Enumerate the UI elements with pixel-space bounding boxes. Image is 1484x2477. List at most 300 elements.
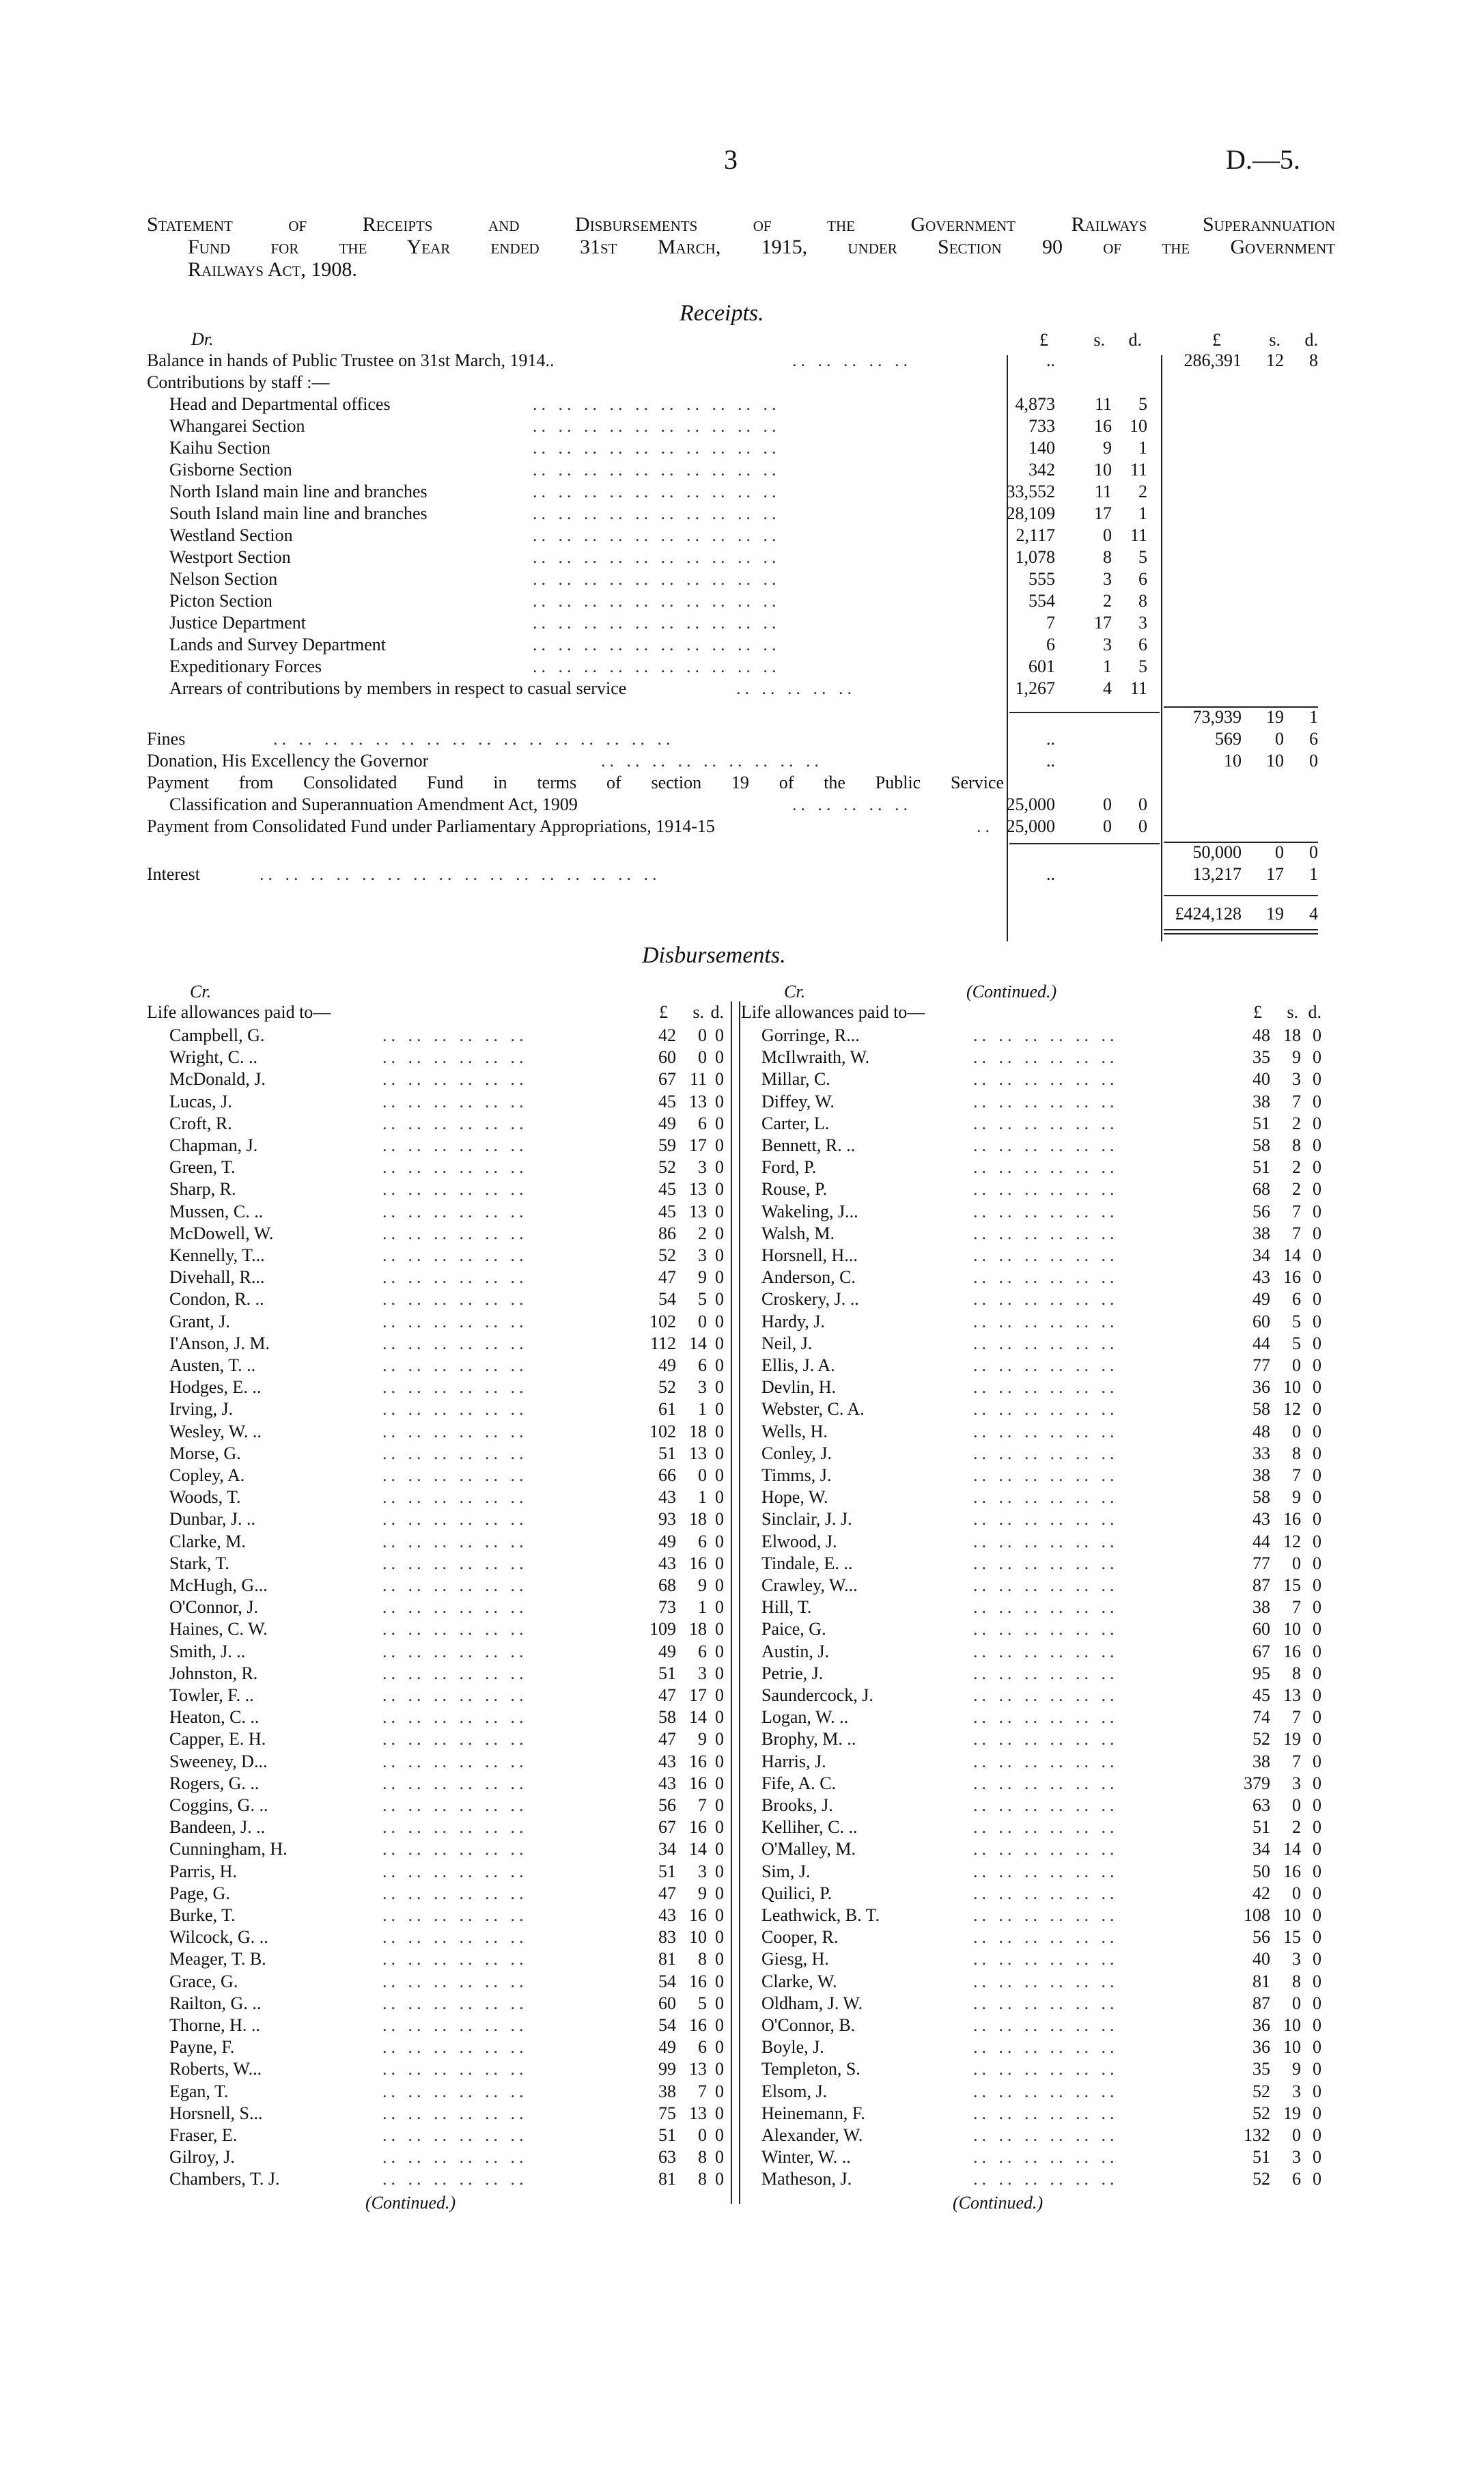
contribution-label: Kaihu Section (169, 438, 271, 458)
allowance-pence: 0 (715, 1202, 724, 1221)
allowance-pence: 0 (1313, 2147, 1321, 2167)
contribution-shillings: 8 (1103, 547, 1112, 567)
contribution-pounds: 555 (1028, 569, 1055, 589)
leader-dots: .. .. .. .. .. .. (973, 1509, 1119, 1529)
allowance-name: Ford, P. (761, 1157, 817, 1177)
allowance-shillings: 14 (1283, 1839, 1301, 1859)
allowance-pence: 0 (715, 2125, 724, 2145)
leader-dots: .. .. .. .. .. .. (973, 1135, 1119, 1155)
leader-dots: .. .. .. .. .. .. (382, 1752, 528, 1771)
allowance-name: Fife, A. C. (761, 1773, 837, 1793)
allowance-shillings: 9 (1292, 2059, 1301, 2079)
contribution-shillings: 11 (1094, 394, 1112, 414)
allowance-shillings: 8 (698, 2169, 707, 2189)
allowance-name: McDowell, W. (169, 1223, 274, 1243)
contribution-label: Arrears of contributions by members in respect to casual service (169, 678, 627, 698)
leader-dots: .. .. .. .. .. .. (973, 1047, 1119, 1067)
leader-dots: .. .. .. .. .. .. (382, 1422, 528, 1441)
allowance-pounds: 45 (658, 1179, 676, 1199)
allowance-pence: 0 (715, 1905, 724, 1925)
allowance-pounds: 67 (658, 1069, 676, 1089)
allowance-pence: 0 (1313, 1312, 1321, 1331)
mid-placeholder: .. (1046, 729, 1055, 749)
allowance-pounds: 43 (1252, 1267, 1270, 1287)
contribution-pounds: 6 (1046, 635, 1055, 654)
allowance-pence: 0 (1313, 1839, 1321, 1859)
allowance-shillings: 0 (698, 1047, 707, 1067)
payment-shillings: 0 (1103, 794, 1112, 814)
allowance-pounds: 51 (658, 1862, 676, 1881)
allowance-shillings: 10 (1283, 1905, 1301, 1925)
allowance-pounds: 38 (1252, 1092, 1270, 1111)
leader-dots: .. .. .. .. .. .. (973, 1202, 1119, 1221)
mid-placeholder: .. (1046, 864, 1055, 884)
allowance-name: Hill, T. (761, 1597, 812, 1617)
allowance-pence: 0 (1313, 1509, 1321, 1529)
allowance-pounds: 34 (1252, 1839, 1270, 1859)
contribution-label: Picton Section (169, 591, 272, 611)
allowance-pence: 0 (1313, 1157, 1321, 1177)
contribution-shillings: 11 (1094, 482, 1112, 501)
leader-dots: .. .. .. .. .. .. (382, 1839, 528, 1859)
allowance-name: Divehall, R... (169, 1267, 265, 1287)
donation-pence: 0 (1309, 751, 1318, 771)
leader-dots: .. .. .. .. .. .. (382, 1773, 528, 1793)
leader-dots: .. .. .. .. .. .. (973, 1773, 1119, 1793)
allowance-shillings: 6 (698, 1355, 707, 1375)
leader-dots: .. .. .. .. .. .. (382, 2125, 528, 2145)
allowance-pence: 0 (715, 2147, 724, 2167)
allowance-pence: 0 (1313, 1113, 1321, 1133)
leader-dots: .. .. .. .. .. .. (973, 1465, 1119, 1485)
allowance-shillings: 7 (698, 2081, 707, 2101)
allowance-pence: 0 (715, 1883, 724, 1903)
interest-pounds: 13,217 (1192, 864, 1242, 884)
leader-dots: .. .. .. .. .. .. .. .. .. .. (533, 394, 781, 414)
allowance-name: Crawley, W... (761, 1575, 858, 1595)
payments-total-pence: 0 (1309, 842, 1318, 862)
allowance-pounds: 52 (1252, 2103, 1270, 2123)
allowance-shillings: 0 (1292, 1795, 1301, 1815)
leader-dots: .. .. .. .. .. .. (382, 1817, 528, 1837)
allowance-shillings: 8 (1292, 1663, 1301, 1683)
allowance-pence: 0 (1313, 1729, 1321, 1749)
allowance-pounds: 36 (1252, 2015, 1270, 2035)
allowance-pence: 0 (715, 1092, 724, 1111)
allowance-pounds: 73 (658, 1597, 676, 1617)
allowance-name: Ellis, J. A. (761, 1355, 835, 1375)
allowance-pence: 0 (715, 1025, 724, 1045)
allowance-name: Wells, H. (761, 1422, 828, 1441)
allowance-pounds: 58 (658, 1707, 676, 1727)
allowance-pounds: 52 (658, 1245, 676, 1265)
leader-dots: .. (977, 816, 994, 836)
contribution-label: Whangarei Section (169, 416, 305, 436)
allowance-pence: 0 (1313, 1532, 1321, 1551)
leader-dots: .. .. .. .. .. .. .. .. .. .. .. .. .. .. .. .. (260, 864, 661, 884)
donation-shillings: 10 (1266, 751, 1284, 771)
allowance-pounds: 38 (658, 2081, 676, 2101)
leader-dots: .. .. .. .. .. .. .. .. .. .. (533, 656, 781, 676)
leader-dots: .. .. .. .. .. .. .. .. .. .. (533, 438, 781, 458)
allowance-pence: 0 (715, 2059, 724, 2079)
allowance-shillings: 8 (698, 2147, 707, 2167)
allowance-shillings: 15 (1283, 1927, 1301, 1947)
allowance-name: Rouse, P. (761, 1179, 828, 1199)
allowance-pounds: 56 (1252, 1202, 1270, 1221)
leader-dots: .. .. .. .. .. .. (973, 1355, 1119, 1375)
allowance-pounds: 52 (658, 1157, 676, 1177)
allowance-pounds: 36 (1252, 2037, 1270, 2057)
allowance-shillings: 1 (698, 1597, 707, 1617)
balance-label: Balance in hands of Public Trustee on 31st March, 1914.. (147, 350, 555, 370)
allowance-shillings: 6 (698, 2037, 707, 2057)
allowance-pounds: 77 (1252, 1355, 1270, 1375)
leader-dots: .. .. .. .. .. .. (973, 1267, 1119, 1287)
allowance-pence: 0 (715, 1267, 724, 1287)
leader-dots: .. .. .. .. .. .. (382, 1135, 528, 1155)
allowance-shillings: 14 (689, 1707, 707, 1727)
allowance-shillings: 17 (689, 1135, 707, 1155)
allowance-pounds: 56 (658, 1795, 676, 1815)
allowance-pounds: 66 (658, 1465, 676, 1485)
allowance-pounds: 49 (658, 1355, 676, 1375)
payment-label: Payment from Consolidated Fund under Parliamentary Appropriations, 1914-15 (147, 816, 715, 836)
contribution-pounds: 733 (1028, 416, 1055, 436)
allowance-pence: 0 (1313, 1333, 1321, 1353)
allowance-pounds: 93 (658, 1509, 676, 1529)
allowance-pounds: 49 (1252, 1289, 1270, 1309)
allowance-name: Horsnell, S... (169, 2103, 263, 2123)
allowance-shillings: 9 (698, 1267, 707, 1287)
allowance-shillings: 16 (1283, 1509, 1301, 1529)
allowance-name: Stark, T. (169, 1553, 229, 1573)
allowance-name: Brooks, J. (761, 1795, 833, 1815)
allowance-name: Millar, C. (761, 1069, 830, 1089)
allowance-pounds: 45 (1252, 1685, 1270, 1705)
allowance-pounds: 112 (649, 1333, 676, 1353)
allowance-shillings: 14 (689, 1333, 707, 1353)
leader-dots: .. .. .. .. .. .. (973, 1817, 1119, 1837)
allowance-shillings: 3 (1292, 2081, 1301, 2101)
allowance-name: Leathwick, B. T. (761, 1905, 880, 1925)
column-header: s. (1269, 330, 1280, 350)
payment-label: Classification and Superannuation Amendment Act, 1909 (169, 794, 578, 814)
allowance-pounds: 102 (649, 1422, 676, 1441)
allowance-pounds: 60 (1252, 1619, 1270, 1639)
contribution-label: Westland Section (169, 525, 293, 545)
allowance-pence: 0 (715, 1663, 724, 1683)
cr-label: Cr. (190, 982, 212, 1001)
allowance-shillings: 10 (689, 1927, 707, 1947)
donation-pounds: 10 (1224, 751, 1242, 771)
allowance-shillings: 16 (689, 1905, 707, 1925)
leader-dots: .. .. .. .. .. .. (973, 1597, 1119, 1617)
allowance-shillings: 2 (1292, 1157, 1301, 1177)
amount-shillings: 12 (1266, 350, 1284, 370)
fines-pounds: 569 (1215, 729, 1242, 749)
allowance-name: McIlwraith, W. (761, 1047, 870, 1067)
allowance-shillings: 3 (698, 1377, 707, 1397)
allowance-name: Coggins, G. .. (169, 1795, 268, 1815)
column-header: £ (1253, 1002, 1262, 1022)
allowance-name: O'Connor, B. (761, 2015, 856, 2035)
allowance-pence: 0 (715, 1509, 724, 1529)
allowance-name: Mussen, C. .. (169, 1202, 264, 1221)
allowance-name: Carter, L. (761, 1113, 830, 1133)
allowance-shillings: 16 (1283, 1642, 1301, 1661)
title-line-3: Railways Act, 1908. (188, 258, 357, 281)
allowance-name: Chambers, T. J. (169, 2169, 280, 2189)
allowance-pounds: 87 (1252, 1575, 1270, 1595)
allowance-shillings: 18 (689, 1509, 707, 1529)
allowance-shillings: 0 (698, 2125, 707, 2145)
column-rule (739, 1001, 740, 2204)
leader-dots: .. .. .. .. .. .. (382, 1069, 528, 1089)
allowance-name: Templeton, S. (761, 2059, 860, 2079)
allowance-pounds: 47 (658, 1883, 676, 1903)
page-reference: D.—5. (1226, 144, 1300, 175)
leader-dots: .. .. .. .. .. .. (973, 2081, 1119, 2101)
allowance-name: Matheson, J. (761, 2169, 852, 2189)
cr-label: Cr. (784, 982, 806, 1001)
allowance-pence: 0 (715, 1113, 724, 1133)
allowance-pounds: 35 (1252, 1047, 1270, 1067)
leader-dots: .. .. .. .. .. .. .. .. .. .. (533, 503, 781, 523)
leader-dots: .. .. .. .. .. .. (973, 1619, 1119, 1639)
leader-dots: .. .. .. .. .. .. (382, 1532, 528, 1551)
allowance-pence: 0 (1313, 1707, 1321, 1727)
allowance-pounds: 50 (1252, 1862, 1270, 1881)
allowance-shillings: 16 (1283, 1862, 1301, 1881)
subtotal-rule (1009, 712, 1160, 713)
subtotal-rule (1009, 843, 1160, 844)
leader-dots: .. .. .. .. .. .. (973, 1707, 1119, 1727)
allowance-shillings: 3 (698, 1663, 707, 1683)
allowance-name: Roberts, W... (169, 2059, 262, 2079)
allowance-pounds: 379 (1244, 1773, 1270, 1793)
allowance-pounds: 43 (658, 1752, 676, 1771)
allowance-pounds: 51 (1252, 1817, 1270, 1837)
interest-shillings: 17 (1266, 864, 1284, 884)
allowance-pounds: 60 (1252, 1312, 1270, 1331)
allowance-pence: 0 (715, 1289, 724, 1309)
leader-dots: .. .. .. .. .. .. .. .. .. .. (533, 613, 781, 633)
leader-dots: .. .. .. .. .. .. (973, 2103, 1119, 2123)
allowance-pence: 0 (1313, 1752, 1321, 1771)
contribution-pence: 1 (1138, 503, 1147, 523)
allowance-shillings: 16 (689, 2015, 707, 2035)
leader-dots: .. .. .. .. .. .. (382, 1729, 528, 1749)
allowance-shillings: 13 (689, 2059, 707, 2079)
allowance-name: Heinemann, F. (761, 2103, 865, 2123)
contributions-total-pence: 1 (1309, 707, 1318, 727)
allowance-pounds: 47 (658, 1729, 676, 1749)
leader-dots: .. .. .. .. .. .. .. .. .. .. (533, 525, 781, 545)
contribution-pence: 6 (1138, 569, 1147, 589)
allowance-pence: 0 (1313, 2169, 1321, 2189)
allowance-name: Oldham, J. W. (761, 1993, 863, 2013)
allowance-name: Dunbar, J. .. (169, 1509, 256, 1529)
grand-total-rule (1164, 929, 1318, 935)
allowance-pence: 0 (715, 1333, 724, 1353)
leader-dots: .. .. .. .. .. .. .. .. .. .. (533, 460, 781, 480)
allowance-shillings: 12 (1283, 1532, 1301, 1551)
leader-dots: .. .. .. .. .. .. (973, 1443, 1119, 1463)
leader-dots: .. .. .. .. .. .. (382, 1905, 528, 1925)
contribution-shillings: 10 (1094, 460, 1112, 480)
leader-dots: .. .. .. .. .. .. (973, 2169, 1119, 2189)
mid-placeholder: .. (1046, 751, 1055, 771)
allowance-shillings: 7 (1292, 1707, 1301, 1727)
allowance-pence: 0 (715, 1355, 724, 1375)
contribution-label: North Island main line and branches (169, 482, 428, 501)
allowance-pounds: 61 (658, 1399, 676, 1419)
leader-dots: .. .. .. .. .. .. (973, 1862, 1119, 1881)
allowance-shillings: 2 (1292, 1113, 1301, 1133)
leader-dots: .. .. .. .. .. .. (973, 2015, 1119, 2035)
allowance-pence: 0 (1313, 1223, 1321, 1243)
allowance-shillings: 8 (1292, 1135, 1301, 1155)
fines-label: Fines (147, 729, 186, 749)
allowance-pence: 0 (1313, 1663, 1321, 1683)
leader-dots: .. .. .. .. .. .. (973, 1113, 1119, 1133)
leader-dots: .. .. .. .. .. .. (382, 2081, 528, 2101)
allowance-name: Capper, E. H. (169, 1729, 266, 1749)
allowance-shillings: 9 (1292, 1487, 1301, 1507)
allowance-name: Timms, J. (761, 1465, 832, 1485)
column-header: d. (710, 1002, 724, 1022)
leader-dots: .. .. .. .. .. .. (382, 1179, 528, 1199)
allowance-pounds: 51 (1252, 2147, 1270, 2167)
allowance-pounds: 43 (658, 1487, 676, 1507)
leader-dots: .. .. .. .. .. .. (382, 1949, 528, 1969)
leader-dots: .. .. .. .. .. .. (382, 1642, 528, 1661)
allowance-pounds: 45 (658, 1092, 676, 1111)
leader-dots: .. .. .. .. .. .. (382, 1202, 528, 1221)
allowance-name: Sim, J. (761, 1862, 811, 1881)
leader-dots: .. .. .. .. .. .. (973, 1752, 1119, 1771)
allowance-name: Elwood, J. (761, 1532, 837, 1551)
contribution-shillings: 4 (1103, 678, 1112, 698)
leader-dots: .. .. .. .. .. (792, 794, 912, 814)
allowance-name: Alexander, W. (761, 2125, 863, 2145)
allowance-name: Cooper, R. (761, 1927, 839, 1947)
allowance-pence: 0 (1313, 1355, 1321, 1375)
payment-pounds: 25,000 (1006, 794, 1055, 814)
allowance-shillings: 11 (689, 1069, 707, 1089)
leader-dots: .. .. .. .. .. (736, 678, 856, 698)
allowance-name: Woods, T. (169, 1487, 241, 1507)
allowance-pounds: 52 (1252, 2169, 1270, 2189)
leader-dots: .. .. .. .. .. .. (973, 1839, 1119, 1859)
amount-pounds: 286,391 (1184, 350, 1242, 370)
leader-dots: .. .. .. .. .. .. (382, 1883, 528, 1903)
contribution-pence: 11 (1130, 678, 1147, 698)
allowance-name: Bennett, R. .. (761, 1135, 856, 1155)
allowance-pence: 0 (715, 2081, 724, 2101)
allowance-shillings: 17 (689, 1685, 707, 1705)
allowance-shillings: 10 (1283, 1377, 1301, 1397)
allowance-shillings: 19 (1283, 2103, 1301, 2123)
allowance-shillings: 7 (1292, 1465, 1301, 1485)
allowance-pence: 0 (1313, 1422, 1321, 1441)
contribution-pounds: 342 (1028, 460, 1055, 480)
contribution-label: Justice Department (169, 613, 306, 633)
leader-dots: .. .. .. .. .. .. (382, 1795, 528, 1815)
leader-dots: .. .. .. .. .. .. (382, 1663, 528, 1683)
leader-dots: .. .. .. .. .. .. (382, 1312, 528, 1331)
allowance-shillings: 9 (1292, 1047, 1301, 1067)
allowance-name: Petrie, J. (761, 1663, 824, 1683)
allowance-shillings: 3 (1292, 1949, 1301, 1969)
allowance-name: Clarke, W. (761, 1971, 837, 1991)
allowance-name: Clarke, M. (169, 1532, 246, 1551)
allowance-shillings: 5 (1292, 1312, 1301, 1331)
allowance-name: O'Connor, J. (169, 1597, 259, 1617)
allowance-pence: 0 (1313, 1927, 1321, 1947)
allowance-name: Tindale, E. .. (761, 1553, 853, 1573)
allowance-pence: 0 (1313, 1773, 1321, 1793)
allowance-shillings: 5 (698, 1289, 707, 1309)
contribution-pounds: 1,267 (1015, 678, 1055, 698)
column-header: s. (1093, 330, 1105, 350)
leader-dots: .. .. .. .. .. .. (973, 1553, 1119, 1573)
leader-dots: .. .. .. .. .. .. (382, 1509, 528, 1529)
allowance-name: Chapman, J. (169, 1135, 258, 1155)
leader-dots: .. .. .. .. .. .. (973, 1289, 1119, 1309)
allowance-name: Morse, G. (169, 1443, 241, 1463)
document-title (147, 213, 1335, 281)
allowance-name: Giesg, H. (761, 1949, 829, 1969)
leader-dots: .. .. .. .. .. .. (382, 1619, 528, 1639)
allowance-pounds: 81 (1252, 1971, 1270, 1991)
allowance-name: Campbell, G. (169, 1025, 265, 1045)
allowance-pounds: 49 (658, 1642, 676, 1661)
contribution-label: Head and Departmental offices (169, 394, 391, 414)
leader-dots: .. .. .. .. .. .. (382, 1443, 528, 1463)
allowance-pounds: 54 (658, 1971, 676, 1991)
allowance-pounds: 68 (1252, 1179, 1270, 1199)
allowance-shillings: 13 (689, 2103, 707, 2123)
allowance-name: Railton, G. .. (169, 1993, 262, 2013)
leader-dots: .. .. .. .. .. .. (973, 1883, 1119, 1903)
contribution-pence: 5 (1138, 394, 1147, 414)
allowance-name: Condon, R. .. (169, 1289, 264, 1309)
allowance-pounds: 36 (1252, 1377, 1270, 1397)
allowance-pounds: 38 (1252, 1597, 1270, 1617)
allowance-name: Wilcock, G. .. (169, 1927, 268, 1947)
allowance-shillings: 18 (1283, 1025, 1301, 1045)
allowance-name: Haines, C. W. (169, 1619, 268, 1639)
allowance-name: Neil, J. (761, 1333, 813, 1353)
allowance-name: Devlin, H. (761, 1377, 837, 1397)
leader-dots: .. .. .. .. .. .. (973, 1069, 1119, 1089)
column-header: s. (1287, 1002, 1298, 1022)
allowance-pence: 0 (1313, 1862, 1321, 1881)
leader-dots: .. .. .. .. .. .. (382, 1685, 528, 1705)
allowance-pounds: 63 (658, 2147, 676, 2167)
leader-dots: .. .. .. .. .. .. (973, 1685, 1119, 1705)
leader-dots: .. .. .. .. .. .. (973, 2037, 1119, 2057)
allowance-name: Irving, J. (169, 1399, 234, 1419)
allowance-name: Thorne, H. .. (169, 2015, 260, 2035)
contribution-shillings: 17 (1094, 503, 1112, 523)
total-rule (1164, 895, 1318, 896)
leader-dots: .. .. .. .. .. .. .. .. .. (601, 751, 823, 771)
allowance-name: Payne, F. (169, 2037, 235, 2057)
allowance-shillings: 9 (698, 1883, 707, 1903)
